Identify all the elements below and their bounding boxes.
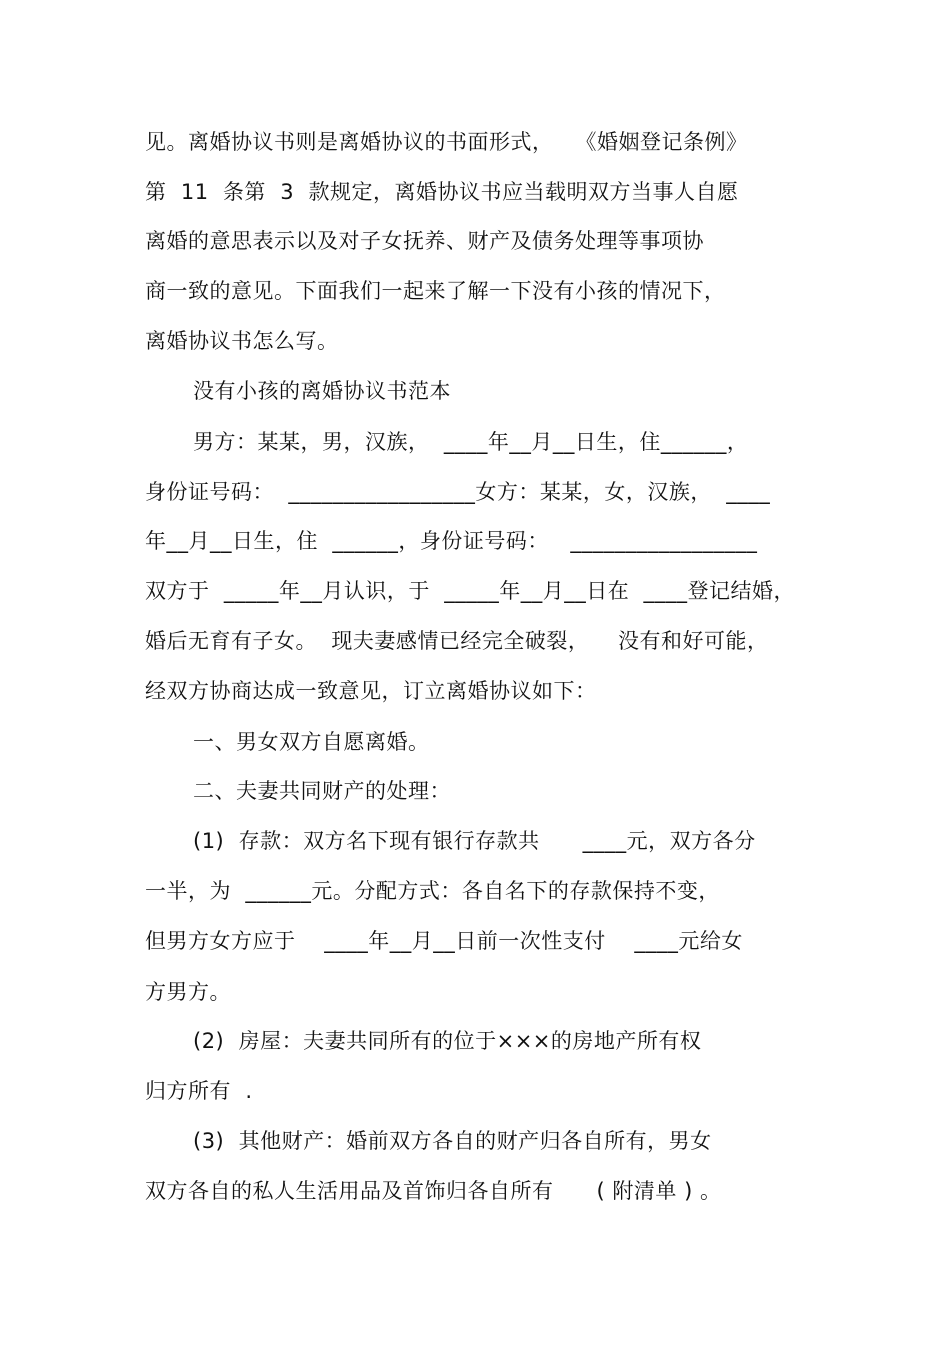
section-title: 没有小孩的离婚协议书范本 [193, 379, 451, 403]
text-line: 离婚协议书怎么写。 [145, 329, 339, 353]
text-line: 归方所有 . [145, 1079, 253, 1103]
text-line: 男方：某某，男，汉族， ____年__月__日生，住______， [193, 430, 749, 454]
text-line: (3) 其他财产：婚前双方各自的财产归各自所有，男女 [193, 1129, 712, 1153]
text-line: 婚后无育有子女。 现夫妻感情已经完全破裂， 没有和好可能， [145, 629, 769, 653]
text-line: (1) 存款：双方名下现有银行存款共 ____元，双方各分 [193, 829, 756, 853]
text-line: 离婚的意思表示以及对子女抚养、财产及债务处理等事项协 [145, 229, 704, 253]
text-line: 第 11 条第 3 款规定，离婚协议书应当载明双方当事人自愿 [145, 180, 739, 204]
text-line: 身份证号码： _________________女方：某某，女，汉族， ____ [145, 480, 771, 504]
text-line: 见。离婚协议书则是离婚协议的书面形式， 《婚姻登记条例》 [145, 130, 748, 154]
text-line: 年__月__日生，住 ______，身份证号码： _________________ [145, 529, 758, 553]
clause-heading: 一、男女双方自愿离婚。 [193, 730, 430, 754]
text-line: 方男方。 [145, 980, 231, 1004]
text-line: 双方各自的私人生活用品及首饰归各自所有 ( 附清单 ) 。 [145, 1179, 722, 1203]
text-line: 双方于 _____年__月认识，于 _____年__月__日在 ____登记结婚， [145, 579, 796, 603]
text-line: 一半，为 ______元。分配方式：各自名下的存款保持不变， [145, 879, 720, 903]
text-line: 商一致的意见。下面我们一起来了解一下没有小孩的情况下， [145, 279, 726, 303]
clause-heading: 二、夫妻共同财产的处理： [193, 779, 451, 803]
text-line: 但男方女方应于 ____年__月__日前一次性支付 ____元给女 [145, 929, 743, 953]
text-line: (2) 房屋：夫妻共同所有的位于×××的房地产所有权 [193, 1029, 702, 1053]
text-line: 经双方协商达成一致意见，订立离婚协议如下： [145, 679, 597, 703]
